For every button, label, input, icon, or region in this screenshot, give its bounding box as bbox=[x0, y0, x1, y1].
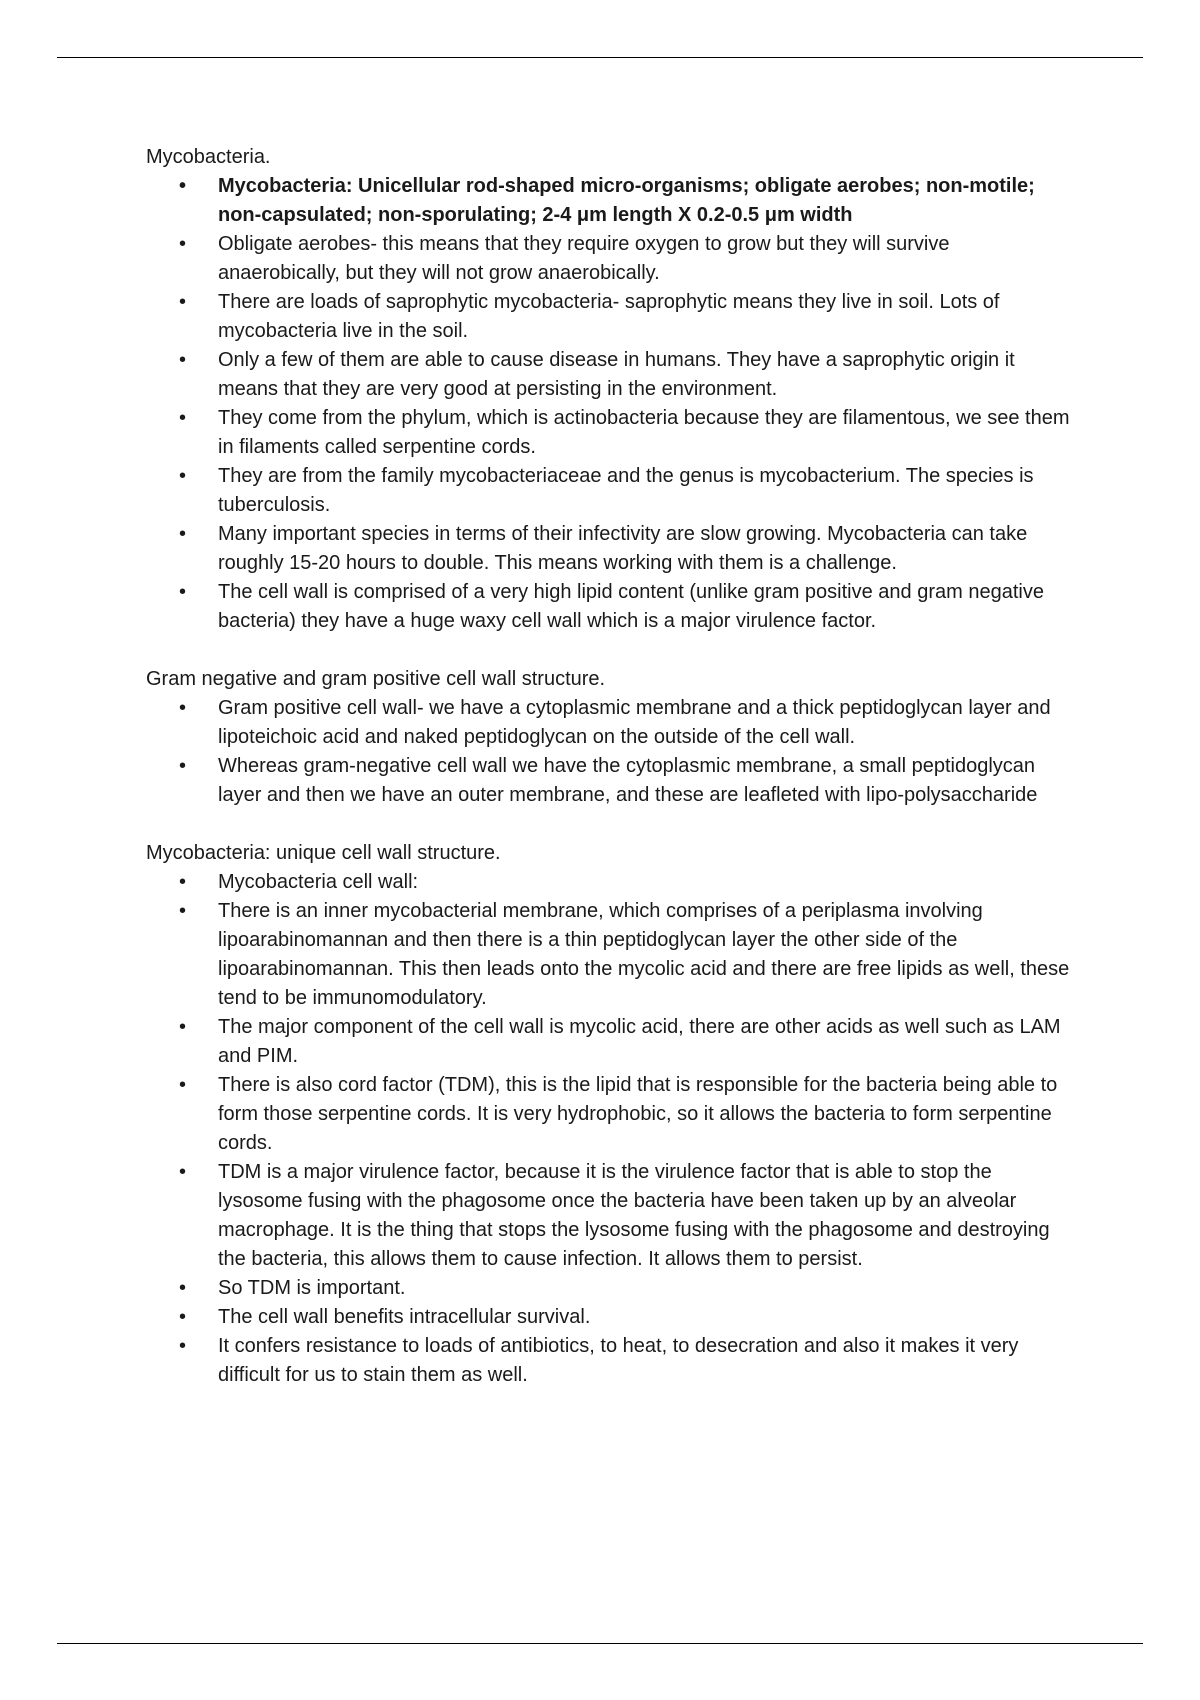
list-item: • Mycobacteria: Unicellular rod-shaped micro-organisms; obligate aerobes; non-motile; non-capsulated; non-sporulating; 2-4 μm length X 0.2-0.5 μm width bbox=[146, 172, 1076, 230]
mycobacteria-bullet-list bbox=[146, 172, 1076, 636]
document-body bbox=[146, 143, 1076, 1390]
list-item: • The major component of the cell wall is mycolic acid, there are other acids as well such as LAM and PIM. bbox=[146, 1013, 1076, 1071]
section-heading-unique-cell-wall: Mycobacteria: unique cell wall structure. bbox=[146, 842, 501, 864]
list-item: • The cell wall is comprised of a very high lipid content (unlike gram positive and gram negative bacteria) they have a huge waxy cell wall which is a major virulence factor. bbox=[146, 578, 1076, 636]
list-item: • TDM is a major virulence factor, because it is the virulence factor that is able to stop the lysosome fusing with the phagosome once the bacteria have been taken up by an alveolar macrophage. It is the thing that stops the lysosome fusing with the phagosome and destroying the bacteria, this allows them to cause infection. It allows them to persist. bbox=[146, 1158, 1076, 1274]
list-item: • They are from the family mycobacteriaceae and the genus is mycobacterium. The species is tuberculosis. bbox=[146, 462, 1076, 520]
list-item: • So TDM is important. bbox=[146, 1274, 1076, 1303]
list-item: • There are loads of saprophytic mycobacteria- saprophytic means they live in soil. Lots of mycobacteria live in the soil. bbox=[146, 288, 1076, 346]
list-item: • Many important species in terms of their infectivity are slow growing. Mycobacteria can take roughly 15-20 hours to double. This means working with them is a challenge. bbox=[146, 520, 1076, 578]
list-item: • They come from the phylum, which is actinobacteria because they are filamentous, we see them in filaments called serpentine cords. bbox=[146, 404, 1076, 462]
list-item: • There is also cord factor (TDM), this is the lipid that is responsible for the bacteria being able to form those serpentine cords. It is very hydrophobic, so it allows the bacteria to form serpentine cords. bbox=[146, 1071, 1076, 1158]
footer-rule bbox=[57, 1643, 1143, 1644]
section-heading-cell-wall-structure: Gram negative and gram positive cell wall structure. bbox=[146, 668, 606, 690]
cell-wall-bullet-list bbox=[146, 694, 1076, 810]
unique-cell-wall-bullet-list bbox=[146, 868, 1076, 1390]
header-rule bbox=[57, 57, 1143, 58]
list-item: • Obligate aerobes- this means that they require oxygen to grow but they will survive anaerobically, but they will not grow anaerobically. bbox=[146, 230, 1076, 288]
list-item: • It confers resistance to loads of antibiotics, to heat, to desecration and also it makes it very difficult for us to stain them as well. bbox=[146, 1332, 1076, 1390]
list-item: • Only a few of them are able to cause disease in humans. They have a saprophytic origin it means that they are very good at persisting in the environment. bbox=[146, 346, 1076, 404]
list-item: • The cell wall benefits intracellular survival. bbox=[146, 1303, 1076, 1332]
list-item: • Mycobacteria cell wall: bbox=[146, 868, 1076, 897]
section-heading-mycobacteria: Mycobacteria. bbox=[146, 146, 271, 168]
list-item: • Gram positive cell wall- we have a cytoplasmic membrane and a thick peptidoglycan layer and lipoteichoic acid and naked peptidoglycan on the outside of the cell wall. bbox=[146, 694, 1076, 752]
list-item: • There is an inner mycobacterial membrane, which comprises of a periplasma involving lipoarabinomannan and then there is a thin peptidoglycan layer the other side of the lipoarabinomannan. This then leads onto the mycolic acid and there are free lipids as well, these tend to be immunomodulatory. bbox=[146, 897, 1076, 1013]
list-item: • Whereas gram-negative cell wall we have the cytoplasmic membrane, a small peptidoglycan layer and then we have an outer membrane, and these are leafleted with lipo-polysaccharide bbox=[146, 752, 1076, 810]
